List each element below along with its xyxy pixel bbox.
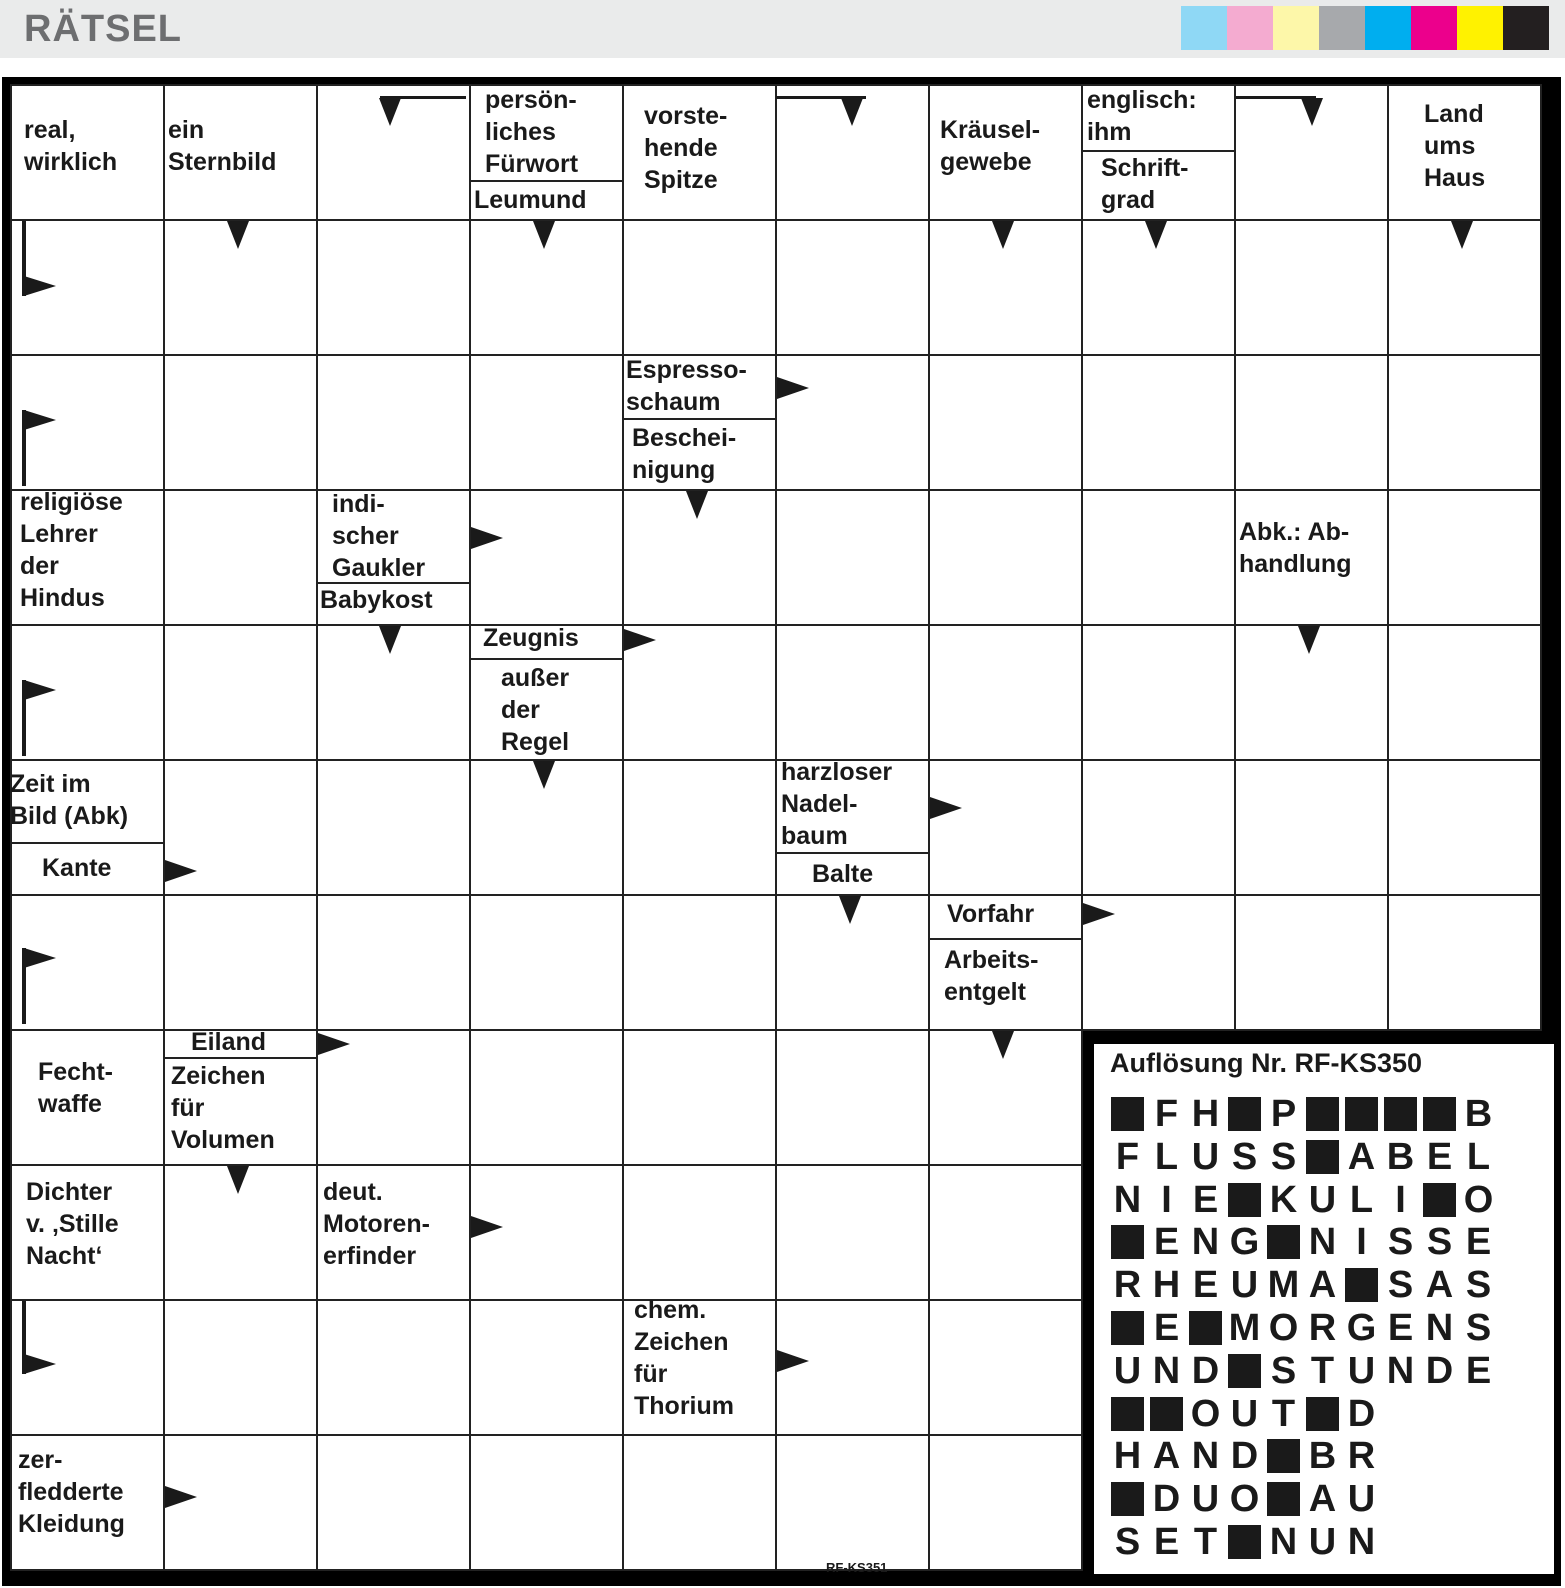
- clue-vorfahr: Vorfahr: [947, 900, 1035, 928]
- grid-cell[interactable]: [469, 894, 624, 1031]
- clue-kante: Kante: [42, 854, 112, 882]
- grid-cell[interactable]: [928, 489, 1083, 626]
- solution-letter: S: [1387, 1264, 1414, 1307]
- grid-cell[interactable]: [469, 1299, 624, 1436]
- clue-leumund: Leumund: [474, 186, 587, 214]
- grid-cell[interactable]: [163, 1299, 318, 1436]
- clue-abhandlung: Abk.: Ab- handlung: [1239, 518, 1352, 578]
- solution-row: [1108, 1307, 1498, 1349]
- solution-letter: U: [1308, 1178, 1337, 1221]
- clue-religioese: religiöse Lehrer der Hindus: [20, 488, 123, 612]
- solution-letter: E: [1153, 1521, 1180, 1563]
- clue-bescheinigung: Beschei- nigung: [632, 424, 737, 484]
- clue-eiland: Eiland: [191, 1028, 267, 1056]
- grid-cell[interactable]: [775, 489, 930, 626]
- arrow-down-icon: [533, 761, 555, 789]
- grid-cell[interactable]: [1234, 354, 1389, 491]
- grid-cell[interactable]: [928, 1434, 1083, 1571]
- grid-cell[interactable]: [316, 219, 471, 356]
- grid-cell[interactable]: [469, 1434, 624, 1571]
- grid-cell[interactable]: [928, 1299, 1083, 1436]
- solution-letter: R: [1308, 1307, 1337, 1349]
- grid-cell[interactable]: [469, 354, 624, 491]
- grid-cell[interactable]: [775, 624, 930, 761]
- grid-cell[interactable]: [622, 894, 777, 1031]
- grid-cell[interactable]: [1081, 489, 1236, 626]
- clue-divider: [622, 418, 775, 420]
- solution-block: [1267, 1439, 1300, 1473]
- solution-letter: S: [1270, 1349, 1297, 1392]
- solution-letter: I: [1356, 1221, 1367, 1264]
- grid-cell[interactable]: [1387, 894, 1542, 1031]
- grid-cell[interactable]: [775, 354, 930, 491]
- solution-title: Auflösung Nr. RF-KS350: [1110, 1048, 1423, 1078]
- color-swatch: [1503, 6, 1549, 50]
- arrow-down-icon: [992, 1031, 1014, 1059]
- solution-letter: A: [1347, 1135, 1376, 1178]
- arrow-down-icon: [379, 626, 401, 654]
- solution-letter: S: [1231, 1135, 1258, 1178]
- solution-letter: O: [1268, 1307, 1299, 1349]
- grid-cell[interactable]: [1081, 759, 1236, 896]
- clue-gaukler: indi- scher Gaukler: [332, 490, 426, 582]
- grid-cell[interactable]: [163, 354, 318, 491]
- solution-row: [1108, 1435, 1381, 1478]
- solution-block: [1306, 1097, 1339, 1131]
- clue-vorstehende: vorste- hende Spitze: [644, 102, 728, 194]
- solution-letter: S: [1270, 1135, 1297, 1178]
- solution-letter: U: [1113, 1349, 1142, 1392]
- solution-letter: E: [1153, 1307, 1180, 1349]
- solution-letter: U: [1191, 1478, 1220, 1521]
- solution-block: [1228, 1183, 1261, 1217]
- grid-cell[interactable]: [163, 894, 318, 1031]
- solution-letter: T: [1271, 1392, 1296, 1435]
- clue-divider: [775, 852, 928, 854]
- arrow-down-icon: [227, 1166, 249, 1194]
- solution-letter: N: [1113, 1178, 1142, 1221]
- grid-cell[interactable]: [316, 1299, 471, 1436]
- grid-cell[interactable]: [775, 219, 930, 356]
- solution-block: [1189, 1311, 1222, 1345]
- clue-divider: [163, 1057, 316, 1059]
- grid-cell[interactable]: [928, 354, 1083, 491]
- grid-cell[interactable]: [622, 1029, 777, 1166]
- clue-sternbild: ein Sternbild: [168, 116, 277, 176]
- clue-divider: [928, 938, 1081, 940]
- solution-letter: H: [1113, 1435, 1142, 1478]
- solution-letter: M: [1267, 1264, 1300, 1307]
- solution-letter: S: [1465, 1264, 1492, 1307]
- solution-letter: F: [1154, 1093, 1179, 1135]
- color-swatches: [1181, 6, 1549, 50]
- solution-block: [1384, 1097, 1417, 1131]
- grid-cell[interactable]: [622, 219, 777, 356]
- solution-panel: [1094, 1044, 1554, 1574]
- solution-letter: N: [1191, 1221, 1220, 1264]
- solution-block: [1267, 1225, 1300, 1259]
- clue-divider: [10, 842, 163, 844]
- solution-row: [1108, 1093, 1498, 1135]
- color-swatch: [1273, 6, 1319, 50]
- grid-cell[interactable]: [1387, 489, 1542, 626]
- flag-pennant-icon: [24, 276, 56, 296]
- solution-letter: H: [1152, 1264, 1181, 1307]
- solution-letter: A: [1425, 1264, 1454, 1307]
- solution-letter: N: [1425, 1307, 1454, 1349]
- clue-fechtwaffe: Fecht- waffe: [38, 1058, 113, 1118]
- solution-block: [1228, 1354, 1261, 1388]
- flag-pennant-icon: [24, 1354, 56, 1374]
- grid-cell[interactable]: [1234, 219, 1389, 356]
- arrow-right-icon: [930, 797, 962, 819]
- solution-letter: N: [1308, 1221, 1337, 1264]
- clue-babykost: Babykost: [320, 586, 433, 614]
- solution-letter: E: [1426, 1135, 1453, 1178]
- solution-letter: D: [1152, 1478, 1181, 1521]
- solution-letter: P: [1270, 1093, 1297, 1135]
- arrow-right-icon: [165, 860, 197, 882]
- solution-block: [1306, 1397, 1339, 1431]
- arrow-right-icon: [471, 527, 503, 549]
- arrow-right-icon: [471, 1216, 503, 1238]
- grid-cell[interactable]: [1387, 354, 1542, 491]
- solution-letter: U: [1191, 1135, 1220, 1178]
- solution-letter: U: [1230, 1392, 1259, 1435]
- clue-fuerwort: persön- liches Fürwort: [485, 86, 579, 178]
- solution-letter: N: [1191, 1435, 1220, 1478]
- clue-zeugnis: Zeugnis: [483, 624, 579, 652]
- solution-letter: E: [1192, 1264, 1219, 1307]
- solution-block: [1345, 1097, 1378, 1131]
- color-swatch: [1365, 6, 1411, 50]
- grid-cell[interactable]: [775, 1164, 930, 1301]
- solution-block: [1111, 1482, 1144, 1516]
- solution-letter: E: [1465, 1221, 1492, 1264]
- solution-block: [1423, 1183, 1456, 1217]
- arrow-right-icon: [777, 1350, 809, 1372]
- solution-block: [1228, 1097, 1261, 1131]
- solution-letter: T: [1310, 1349, 1335, 1392]
- grid-cell[interactable]: [316, 894, 471, 1031]
- color-swatch: [1227, 6, 1273, 50]
- clue-dichter: Dichter v. ‚Stille Nacht‘: [26, 1178, 119, 1270]
- solution-row: [1108, 1178, 1498, 1221]
- arrow-right-icon: [777, 377, 809, 399]
- grid-cell[interactable]: [928, 759, 1083, 896]
- grid-cell[interactable]: [469, 1029, 624, 1166]
- solution-letter: E: [1465, 1349, 1492, 1392]
- clue-balte: Balte: [812, 860, 874, 888]
- solution-letter: O: [1463, 1178, 1494, 1221]
- solution-letter: L: [1466, 1135, 1491, 1178]
- arrow-right-icon: [1083, 903, 1115, 925]
- clue-real: real, wirklich: [24, 116, 118, 176]
- solution-letter: N: [1152, 1349, 1181, 1392]
- header-bar: [0, 0, 1565, 58]
- solution-row: [1108, 1264, 1498, 1307]
- page-title: RÄTSEL: [24, 8, 182, 50]
- grid-cell[interactable]: [928, 624, 1083, 761]
- solution-letter: S: [1114, 1521, 1141, 1563]
- arrow-down-icon: [379, 98, 401, 126]
- solution-letter: B: [1308, 1435, 1337, 1478]
- solution-letter: G: [1346, 1307, 1377, 1349]
- solution-letter: B: [1464, 1093, 1493, 1135]
- solution-letter: S: [1465, 1307, 1492, 1349]
- solution-block: [1423, 1097, 1456, 1131]
- color-swatch: [1411, 6, 1457, 50]
- clue-zeit-im-bild: Zeit im Bild (Abk): [10, 770, 129, 830]
- clue-kleidung: zer- fledderte Kleidung: [18, 1446, 125, 1538]
- solution-row: [1108, 1392, 1381, 1435]
- solution-letter: R: [1113, 1264, 1142, 1307]
- solution-letter: B: [1386, 1135, 1415, 1178]
- arrow-down-icon: [686, 491, 708, 519]
- arrow-right-icon: [165, 1486, 197, 1508]
- solution-block: [1267, 1482, 1300, 1516]
- color-swatch: [1319, 6, 1365, 50]
- grid-cell[interactable]: [928, 1164, 1083, 1301]
- solution-letter: I: [1395, 1178, 1406, 1221]
- solution-letter: S: [1387, 1221, 1414, 1264]
- solution-block: [1228, 1525, 1261, 1559]
- solution-letter: U: [1230, 1264, 1259, 1307]
- clue-schriftgrad: Schrift- grad: [1101, 154, 1189, 214]
- solution-letter: G: [1229, 1221, 1260, 1264]
- solution-letter: T: [1193, 1521, 1218, 1563]
- solution-row: [1108, 1478, 1381, 1521]
- solution-letter: O: [1229, 1478, 1260, 1521]
- arrow-down-icon: [992, 221, 1014, 249]
- grid-cell[interactable]: [316, 1434, 471, 1571]
- grid-cell[interactable]: [163, 489, 318, 626]
- solution-letter: L: [1349, 1178, 1374, 1221]
- clue-volumen: Zeichen für Volumen: [171, 1062, 275, 1154]
- clue-arbeitsentgelt: Arbeits- entgelt: [944, 946, 1039, 1006]
- solution-block: [1111, 1097, 1144, 1131]
- grid-cell[interactable]: [622, 1164, 777, 1301]
- solution-letter: E: [1192, 1178, 1219, 1221]
- color-swatch: [1181, 6, 1227, 50]
- solution-block: [1111, 1311, 1144, 1345]
- arrow-down-icon: [1145, 221, 1167, 249]
- flag-pennant-icon: [24, 410, 56, 430]
- grid-cell[interactable]: [1387, 759, 1542, 896]
- solution-letter: U: [1347, 1478, 1376, 1521]
- grid-cell[interactable]: [163, 624, 318, 761]
- solution-letter: E: [1153, 1221, 1180, 1264]
- solution-letter: D: [1425, 1349, 1454, 1392]
- solution-block: [1306, 1140, 1339, 1174]
- grid-cell[interactable]: [1081, 354, 1236, 491]
- grid-cell[interactable]: [316, 759, 471, 896]
- solution-row: [1108, 1221, 1498, 1264]
- solution-letter: M: [1228, 1307, 1261, 1349]
- solution-block: [1111, 1397, 1144, 1431]
- solution-letter: N: [1386, 1349, 1415, 1392]
- solution-letter: A: [1308, 1478, 1337, 1521]
- solution-block: [1345, 1268, 1378, 1302]
- solution-letter: U: [1308, 1521, 1337, 1563]
- solution-letter: D: [1230, 1435, 1259, 1478]
- solution-row: [1108, 1135, 1498, 1178]
- grid-cell[interactable]: [1081, 624, 1236, 761]
- color-swatch: [1457, 6, 1503, 50]
- arrow-down-icon: [533, 221, 555, 249]
- arrow-down-icon: [839, 896, 861, 924]
- grid-cell[interactable]: [622, 759, 777, 896]
- arrow-right-icon: [318, 1033, 350, 1055]
- solution-row: [1108, 1521, 1381, 1563]
- solution-letter: N: [1269, 1521, 1298, 1563]
- flag-pennant-icon: [24, 680, 56, 700]
- clue-divider: [469, 658, 622, 660]
- arrow-right-icon: [624, 629, 656, 651]
- solution-letter: D: [1347, 1392, 1376, 1435]
- solution-letter: A: [1308, 1264, 1337, 1307]
- grid-cell[interactable]: [775, 1029, 930, 1166]
- solution-block: [1150, 1397, 1183, 1431]
- solution-letter: F: [1115, 1135, 1140, 1178]
- solution-letter: D: [1191, 1349, 1220, 1392]
- solution-letter: A: [1152, 1435, 1181, 1478]
- solution-row: [1108, 1349, 1498, 1392]
- grid-cell[interactable]: [1234, 894, 1389, 1031]
- solution-block: [1111, 1225, 1144, 1259]
- solution-letter: R: [1347, 1435, 1376, 1478]
- arrow-down-icon: [1298, 626, 1320, 654]
- solution-letter: H: [1191, 1093, 1220, 1135]
- solution-letter: N: [1347, 1521, 1376, 1563]
- grid-cell[interactable]: [1387, 624, 1542, 761]
- flag-pennant-icon: [24, 948, 56, 968]
- solution-letter: O: [1190, 1392, 1221, 1435]
- solution-letter: E: [1387, 1307, 1414, 1349]
- solution-letter: L: [1154, 1135, 1179, 1178]
- clue-nadelbaum: harzloser Nadel- baum: [781, 758, 893, 850]
- arrow-down-icon: [841, 98, 863, 126]
- grid-cell[interactable]: [316, 354, 471, 491]
- clue-divider: [469, 180, 622, 182]
- clue-espresso: Espresso- schaum: [626, 356, 747, 416]
- arrow-down-icon: [1301, 98, 1323, 126]
- clue-ausser: außer der Regel: [501, 664, 570, 756]
- grid-cell[interactable]: [469, 489, 624, 626]
- clue-thorium: chem. Zeichen für Thorium: [634, 1296, 734, 1420]
- grid-cell[interactable]: [622, 1434, 777, 1571]
- grid-cell[interactable]: [1234, 759, 1389, 896]
- clue-kraeusel: Kräusel- gewebe: [940, 116, 1041, 176]
- puzzle-code: RF-KS351: [826, 1560, 888, 1575]
- arrow-down-icon: [227, 221, 249, 249]
- grid-cell[interactable]: [775, 1434, 930, 1571]
- solution-letter: I: [1161, 1178, 1172, 1221]
- solution-letter: S: [1426, 1221, 1453, 1264]
- solution-letter: K: [1269, 1178, 1298, 1221]
- clue-land: Land ums Haus: [1424, 100, 1486, 192]
- solution-letter: U: [1347, 1349, 1376, 1392]
- clue-motorenerfinder: deut. Motoren- erfinder: [323, 1178, 430, 1270]
- clue-englisch: englisch: ihm: [1087, 86, 1197, 146]
- arrow-down-icon: [1451, 221, 1473, 249]
